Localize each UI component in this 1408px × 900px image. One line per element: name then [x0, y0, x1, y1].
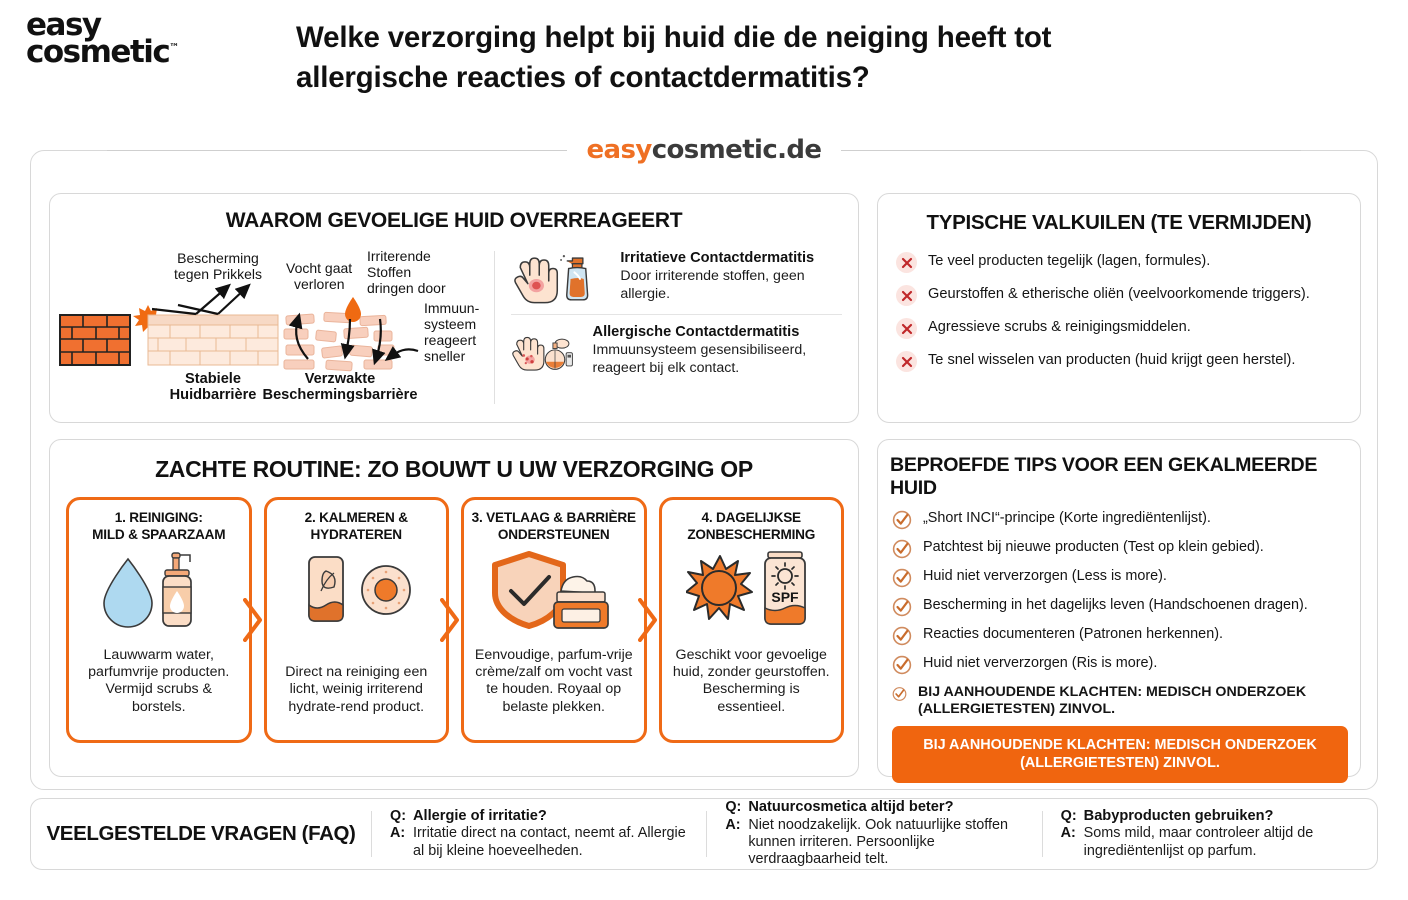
routine-step-1[interactable] [66, 497, 252, 743]
faq-answer: Irritatie direct na contact, neemt af. Allergie al bij kleine hoeveelheden. [413, 825, 686, 859]
logo-line-1: easy [26, 7, 101, 43]
label-irritants-l2: Stoffen [367, 264, 412, 280]
chevron-right-icon [243, 598, 265, 642]
step-description: Direct na reiniging een licht, weinig irriterend hydrate-rend product. [285, 664, 428, 715]
step-title: 2. KALMEREN & HYDRATEREN [304, 510, 408, 542]
tip-text: „Short INCI“-principe (Korte ingrediëntenlijst). [923, 510, 1211, 526]
dermatitis-type-title: Allergische Contactdermatitis [592, 324, 800, 340]
main-card [30, 135, 1378, 790]
step-description: Eenvoudige, parfum-vrije crème/zalf om vocht vast te houden. Royaal op belaste plekken. [474, 646, 633, 715]
label-weak-l1: Verzwakte [304, 371, 376, 387]
faq-item [372, 808, 706, 860]
faq-answer-key: A: [1060, 825, 1076, 842]
step-description: Geschikt voor gevoelige huid, zonder geurstoffen. Bescherming is essentieel. [672, 646, 830, 715]
cream-jar-top-icon [362, 566, 410, 614]
soothing-icon [291, 549, 421, 631]
routine-step-3[interactable] [461, 497, 647, 743]
panel-typical-pitfalls [877, 193, 1361, 423]
list-item [896, 352, 1360, 372]
check-circle-icon [892, 626, 912, 646]
brand-rest-text: cosmetic.de [651, 135, 822, 165]
tip-text: Reacties documenteren (Patronen herkennen). [923, 626, 1223, 642]
label-irritants-l3: dringen door [367, 280, 446, 296]
faq-answer: Niet noodzakelijk. Ook natuurlijke stoffen kunnen irriteren. Persoonlijke verdraagbaarheid telt. [748, 816, 1009, 868]
tip-text: BIJ AANHOUDENDE KLACHTEN: MEDISCH ONDERZOEK (ALLERGIETESTEN) ZINVOL. [918, 684, 1307, 717]
tip-text: Patchtest bij nieuwe producten (Test op klein gebied). [923, 539, 1264, 555]
faq-question: Natuurcosmetica altijd beter? [748, 799, 954, 816]
label-moisture-l1: Vocht gaat [286, 260, 353, 276]
chevron-right-icon [638, 598, 660, 642]
faq-title: VEELGESTELDE VRAGEN (FAQ) [46, 822, 356, 845]
dermatitis-type-row [507, 323, 846, 381]
label-immune-l3: reageert [424, 332, 477, 348]
hand-with-perfume-icon [507, 323, 584, 381]
easycosmetic-logo [26, 7, 286, 71]
label-protection-l1: Bescherming [177, 250, 259, 266]
shield-check-icon [495, 554, 563, 626]
brand-easy-text: easy [586, 135, 652, 165]
faq-question-key: Q: [1060, 807, 1077, 824]
water-drop-icon [104, 559, 152, 627]
faq-item [1043, 808, 1377, 860]
pitfall-text: Te snel wisselen van producten (huid krijgt geen herstel). [928, 352, 1296, 368]
skin-barrier-diagram [50, 247, 490, 412]
brand-rule-left [107, 150, 567, 151]
step-description: Lauwwarm water, parfumvrije producten. Vermijd scrubs & borstels. [88, 646, 230, 715]
chevron-right-icon [440, 598, 462, 642]
brand-wordmark [567, 135, 842, 165]
list-item [896, 253, 1360, 273]
tip-text: Huid niet ververzorgen (Ris is more). [923, 655, 1158, 671]
barrier-support-icon [489, 549, 619, 631]
faq-answer-key: A: [390, 825, 406, 842]
brand-rule-right [841, 150, 1301, 151]
dermatitis-separator [511, 314, 842, 315]
page-header [0, 0, 1408, 128]
step-title: 1. REINIGING: MILD & SPAARZAAM [92, 510, 226, 542]
pitfalls-list [896, 253, 1360, 372]
label-weak-l2: Beschermingsbarrière [262, 387, 418, 403]
panel-proven-tips [877, 439, 1361, 777]
panel-why-divider [494, 251, 495, 404]
faq-question-key: Q: [390, 807, 406, 824]
panel-gentle-routine [49, 439, 859, 777]
check-circle-icon [892, 539, 912, 559]
check-circle-icon [892, 510, 912, 530]
irritant-droplet-icon [345, 297, 361, 322]
list-item [892, 626, 1360, 646]
check-circle-icon [892, 655, 912, 675]
dermatitis-type-row [507, 249, 846, 307]
cross-icon [896, 351, 917, 372]
dermatitis-type-desc: Door irriterende stoffen, geen allergie. [620, 268, 805, 302]
spf-label: SPF [771, 589, 799, 606]
list-item [892, 539, 1360, 559]
list-item [892, 597, 1360, 617]
cross-icon [896, 252, 917, 273]
check-circle-icon [892, 597, 912, 617]
label-moisture-l2: verloren [294, 276, 345, 292]
label-irritants-l1: Irriterende [367, 248, 431, 264]
cream-tube-icon [309, 557, 343, 621]
hand-icon [513, 337, 544, 370]
step-title: 4. DAGELIJKSE ZONBESCHERMING [687, 510, 816, 542]
stable-barrier-icon [148, 315, 278, 365]
deflection-arrows-icon [152, 288, 246, 314]
cross-icon [896, 318, 917, 339]
medical-advice-banner[interactable]: BIJ AANHOUDENDE KLACHTEN: MEDISCH ONDERZOEK (ALLERGIETESTEN) ZINVOL. [892, 726, 1348, 783]
check-circle-icon [892, 568, 912, 588]
label-protection-l2: tegen Prikkels [174, 266, 262, 282]
logo-trademark-icon: ™ [169, 42, 180, 54]
routine-step-4[interactable] [659, 497, 845, 743]
list-item [896, 319, 1360, 339]
faq-question-key: Q: [725, 799, 742, 816]
list-item [892, 684, 1360, 717]
panel-routine-title: ZACHTE ROUTINE: ZO BOUWT U UW VERZORGING OP [155, 456, 753, 482]
cleansing-icon [94, 549, 224, 631]
tips-list [892, 510, 1360, 717]
label-immune-l1: Immuun- [424, 300, 480, 316]
faq-question: Allergie of irritatie? [413, 807, 547, 824]
barrier-diagram-svg [50, 247, 490, 412]
spray-bottle-icon [560, 255, 588, 300]
brand-strip [31, 135, 1377, 165]
pitfall-text: Te veel producten tegelijk (lagen, formules). [928, 253, 1211, 269]
label-stable-l2: Huidbarrière [169, 387, 257, 403]
tip-text: Huid niet ververzorgen (Less is more). [923, 568, 1167, 584]
list-item [892, 510, 1360, 530]
page-title: Welke verzorging helpt bij huid die de neiging heeft tot allergische reacties of contactdermatitis? [296, 21, 1052, 94]
check-circle-icon [892, 684, 907, 704]
faq-answer-key: A: [725, 816, 741, 833]
hand-icon [515, 258, 557, 303]
perfume-bottle-icon [545, 339, 572, 369]
sun-protection-icon [686, 549, 816, 631]
label-stable-l1: Stabiele [185, 371, 241, 387]
list-item [892, 568, 1360, 588]
routine-step-2[interactable] [264, 497, 450, 743]
weakened-barrier-icon [284, 312, 394, 371]
brick-wall-icon [60, 315, 130, 365]
spf-tube-icon [765, 552, 805, 624]
panel-pitfalls-title: TYPISCHE VALKUILEN (TE VERMIJDEN) [926, 211, 1312, 234]
list-item [896, 286, 1360, 306]
step-title: 3. VETLAAG & BARRIÈRE ONDERSTEUNEN [471, 510, 636, 542]
sun-icon [686, 556, 752, 619]
tip-text: Bescherming in het dagelijks leven (Handschoenen dragen). [923, 597, 1308, 613]
cross-icon [896, 285, 917, 306]
dermatitis-type-title: Irritatieve Contactdermatitis [620, 250, 815, 266]
logo-line-2: cosmetic [26, 34, 170, 71]
panel-tips-title: BEPROEFDE TIPS VOOR EEN GEKALMEERDE HUID [890, 454, 1318, 499]
panel-why-sensitive-skin [49, 193, 859, 423]
list-item [892, 655, 1360, 675]
dermatitis-type-desc: Immuunsysteem gesensibiliseerd, reageert bij elk contact. [592, 342, 807, 376]
panel-why-title: WAAROM GEVOELIGE HUID OVERREAGEERT [225, 209, 683, 232]
faq-question: Babyproducten gebruiken? [1083, 807, 1274, 824]
pump-bottle-icon [163, 553, 191, 626]
pitfall-text: Agressieve scrubs & reinigingsmiddelen. [928, 319, 1191, 335]
label-immune-l2: systeem [424, 316, 477, 332]
hand-with-spray-icon [507, 249, 611, 307]
pitfall-text: Geurstoffen & etherische oliën (veelvoorkomende triggers). [928, 286, 1310, 302]
label-immune-l4: sneller [424, 348, 466, 364]
dermatitis-types [503, 247, 858, 412]
faq-item [707, 799, 1041, 868]
faq-answer: Soms mild, maar controleer altijd de ingrediëntenlijst op parfum. [1083, 825, 1314, 859]
routine-steps [66, 497, 844, 743]
faq-section [30, 798, 1378, 870]
